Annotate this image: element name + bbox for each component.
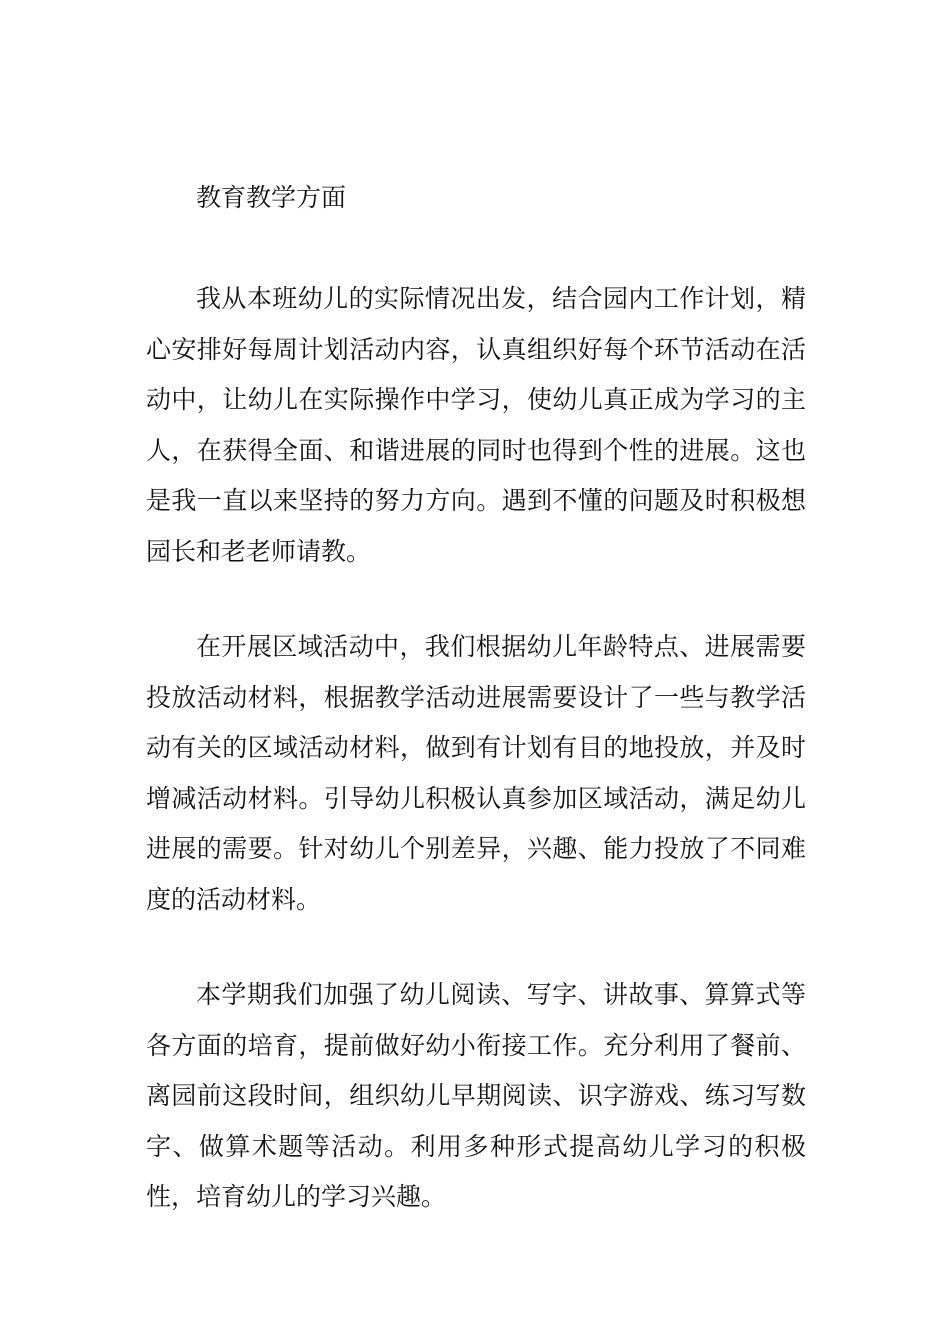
paragraph-teaching-plan: 我从本班幼儿的实际情况出发，结合园内工作计划，精心安排好每周计划活动内容，认真组织好每个环节活动在活动中，让幼儿在实际操作中学习，使幼儿真正成为学习的主人，在获得全面、和谐进展的同时也得到个性的进展。这也是我一直以来坚持的努力方向。遇到不懂的问题及时积极想园长和老老师请教。 xyxy=(146,284,806,566)
section-heading: 教育教学方面 xyxy=(196,183,347,212)
paragraph-area-activities: 在开展区域活动中，我们根据幼儿年龄特点、进展需要投放活动材料，根据教学活动进展需要设计了一些与教学活动有关的区域活动材料，做到有计划有目的地投放，并及时增减活动材料。引导幼儿积极认真参加区域活动，满足幼儿进展的需要。针对幼儿个别差异，兴趣、能力投放了不同难度的活动材料。 xyxy=(146,632,806,914)
paragraph-early-learning: 本学期我们加强了幼儿阅读、写字、讲故事、算算式等各方面的培育，提前做好幼小衔接工作。充分利用了餐前、离园前这段时间，组织幼儿早期阅读、识字游戏、练习写数字、做算术题等活动。利用多种形式提高幼儿学习的积极性，培育幼儿的学习兴趣。 xyxy=(146,980,806,1211)
